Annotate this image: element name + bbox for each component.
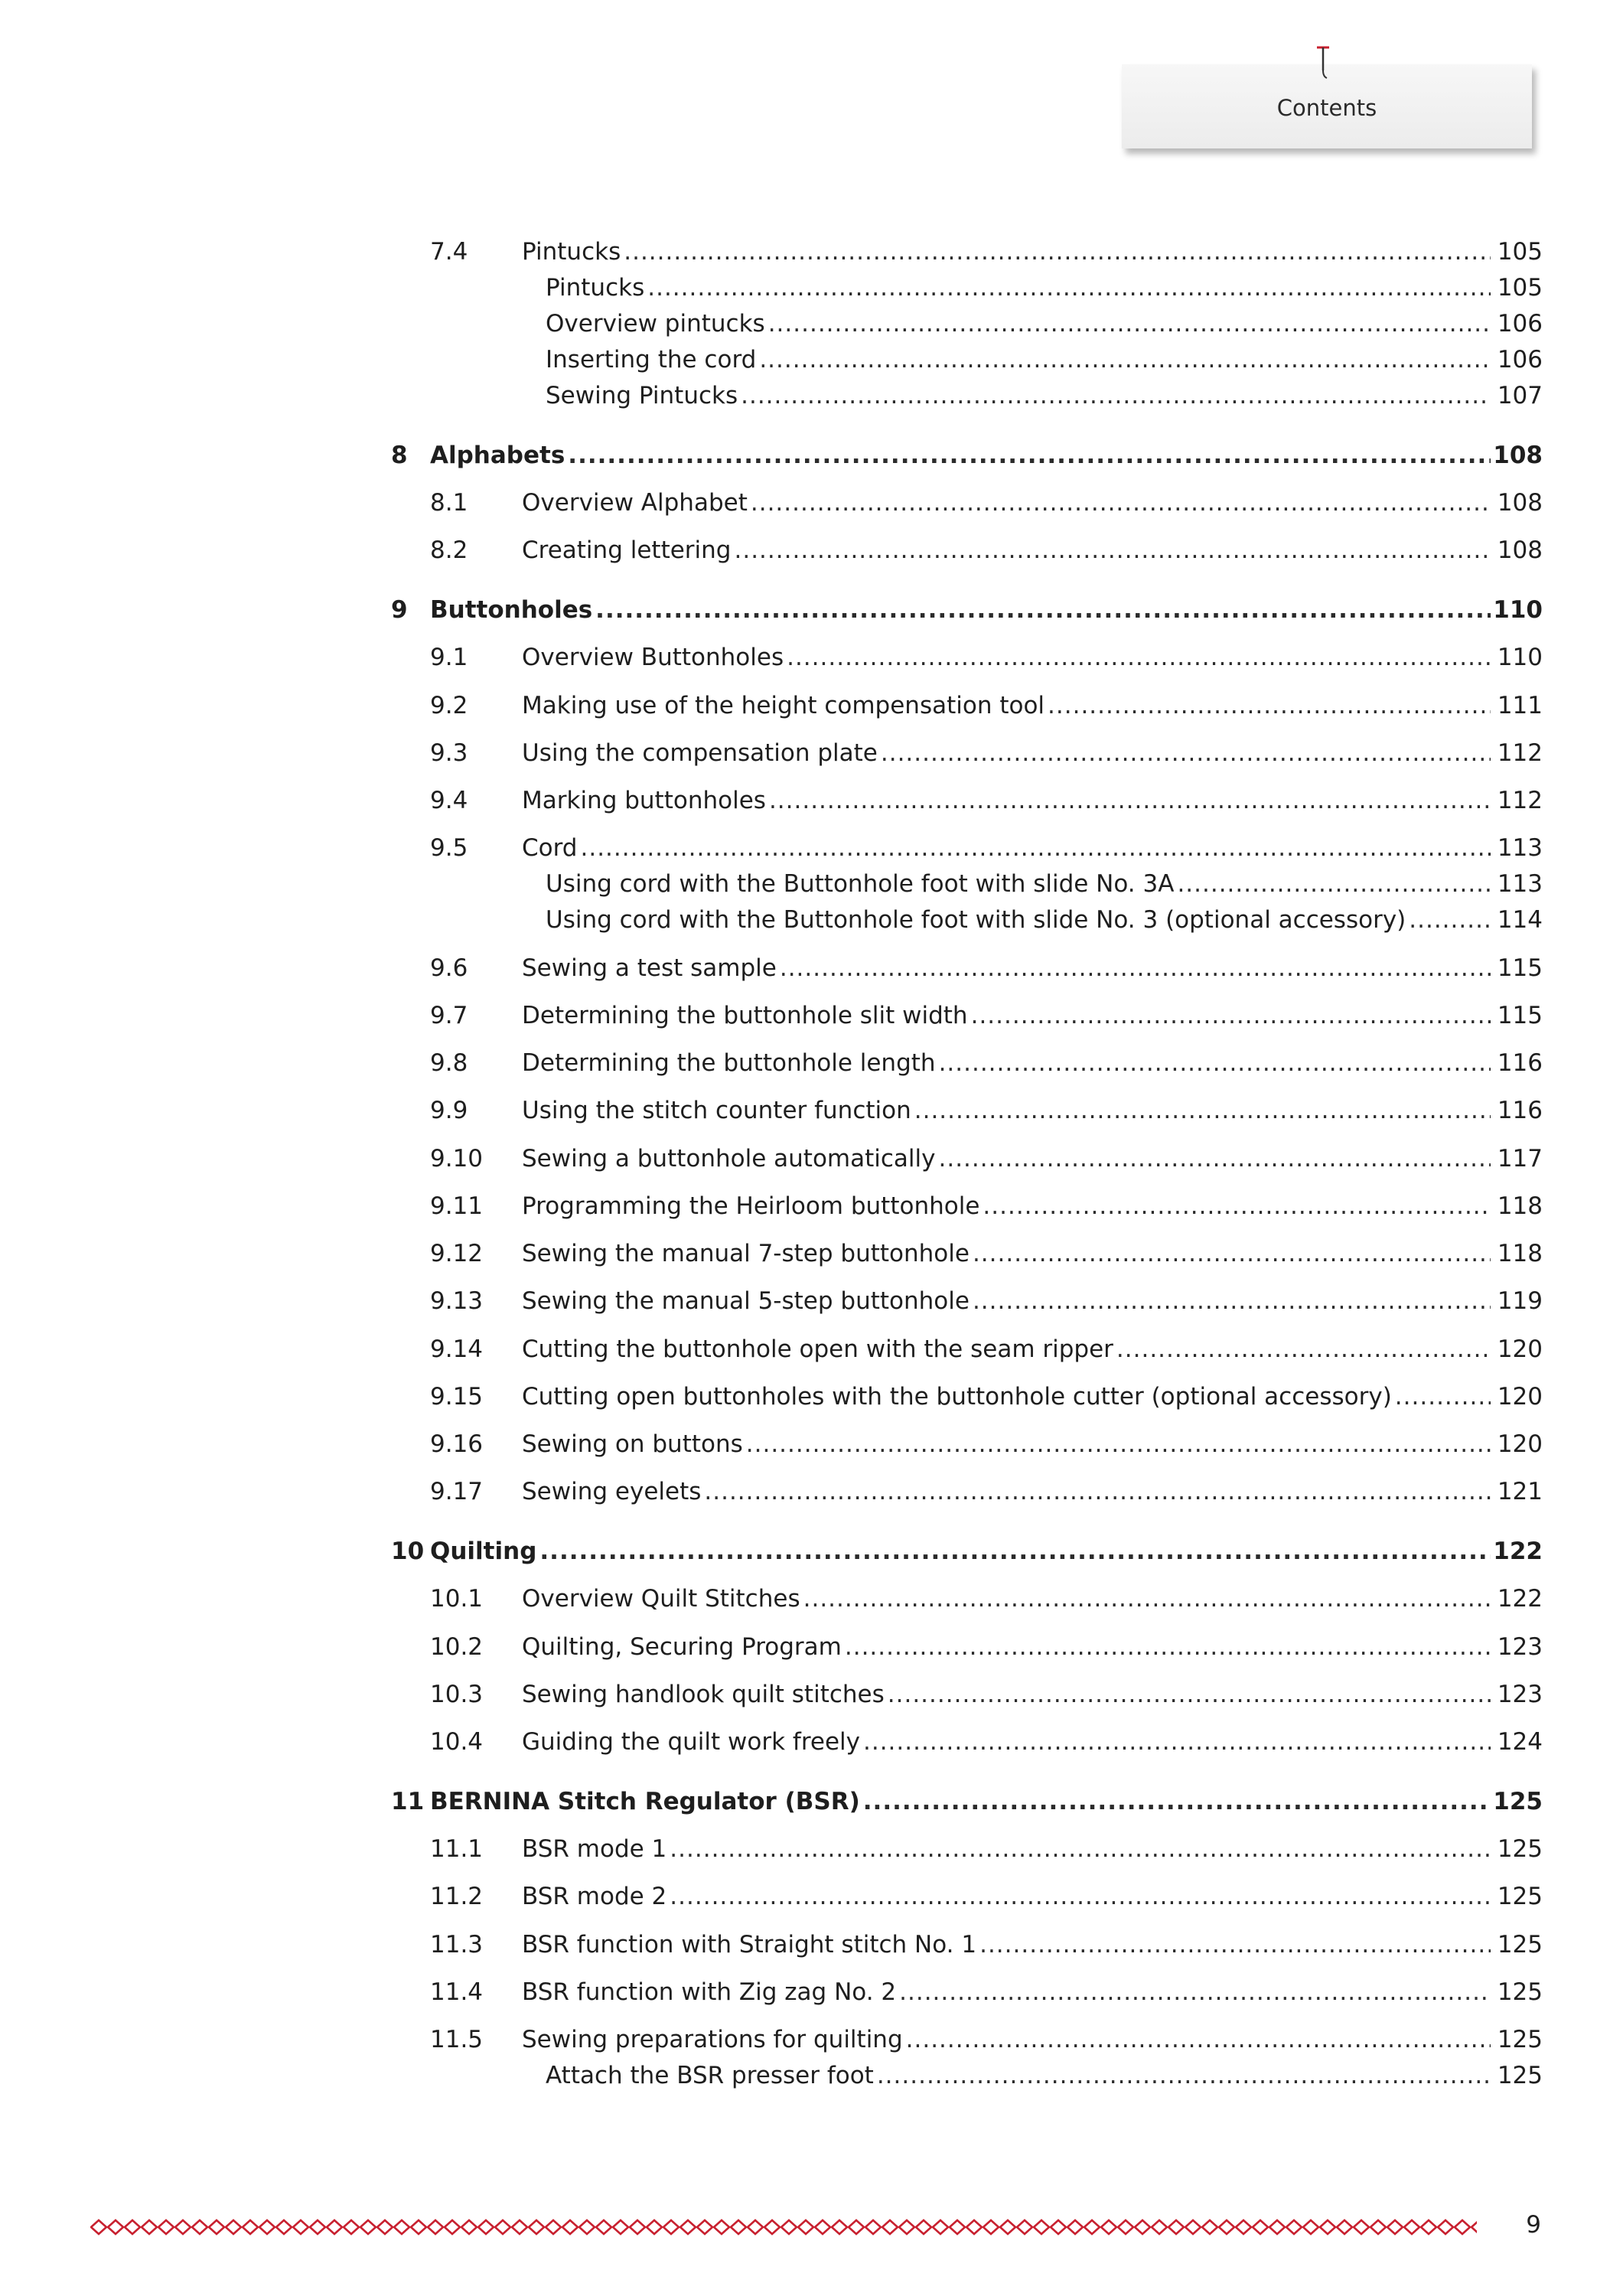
toc-dot-leader: [970, 1283, 1491, 1319]
toc-entry[interactable]: [0, 1533, 1623, 1570]
toc-entry-number: 9: [391, 596, 408, 624]
toc-entry-title: Overview Quilt Stitches: [522, 1585, 800, 1613]
toc-entry-title: Sewing a buttonhole automatically: [522, 1145, 936, 1172]
toc-entry-title-wrap: [522, 233, 1491, 270]
toc-entry-title: Sewing eyelets: [522, 1478, 702, 1505]
toc-entry-number: 11.4: [430, 1978, 484, 2006]
toc-entry-title-wrap: [522, 639, 1491, 676]
toc-dot-leader: [784, 639, 1491, 676]
toc-entry[interactable]: [0, 687, 1623, 724]
toc-entry-title-wrap: [522, 735, 1491, 771]
toc-dot-leader: [911, 1092, 1491, 1129]
toc-entry-title-wrap: [522, 1724, 1491, 1760]
toc-entry[interactable]: [0, 782, 1623, 819]
toc-dot-leader: [1113, 1331, 1491, 1368]
toc-entry-title: Sewing Pintucks: [546, 382, 738, 409]
toc-entry-title-wrap: [522, 484, 1491, 521]
toc-entry-title-wrap: [430, 437, 1491, 474]
toc-dot-leader: [756, 341, 1491, 378]
toc-entry-title: Pintucks: [522, 238, 621, 266]
toc-dot-leader: [765, 305, 1491, 342]
toc-entry-number: 11.1: [430, 1835, 484, 1863]
toc-entry-page: 115: [1497, 1002, 1543, 1029]
toc-entry[interactable]: [0, 532, 1623, 569]
toc-entry-number: 9.15: [430, 1383, 484, 1411]
toc-entry-title-wrap: [522, 1580, 1491, 1617]
toc-entry-title-wrap: [522, 1926, 1491, 1963]
toc-entry-page: 106: [1497, 346, 1543, 373]
toc-entry-title-wrap: [522, 1878, 1491, 1915]
toc-entry-title: Sewing the manual 5-step buttonhole: [522, 1287, 970, 1315]
toc-entry-page: 112: [1497, 787, 1543, 814]
toc-entry-title: Determining the buttonhole length: [522, 1049, 936, 1077]
toc-entry[interactable]: [0, 1188, 1623, 1225]
toc-dot-leader: [592, 592, 1491, 628]
toc-entry-number: 8.1: [430, 489, 468, 517]
toc-entry-page: 124: [1497, 1728, 1543, 1756]
toc-entry-number: 9.9: [430, 1097, 468, 1124]
toc-entry-title: Attach the BSR presser foot: [546, 2062, 874, 2089]
toc-entry-title: Using the compensation plate: [522, 739, 878, 767]
toc-entry[interactable]: [0, 437, 1623, 474]
toc-entry-page: 108: [1497, 536, 1543, 564]
toc-dot-leader: [738, 377, 1491, 414]
toc-dot-leader: [766, 782, 1491, 819]
toc-entry-number: 8: [391, 442, 408, 469]
toc-dot-leader: [1406, 902, 1491, 938]
toc-entry-page: 125: [1493, 1788, 1543, 1815]
toc-entry-page: 123: [1497, 1681, 1543, 1708]
toc-entry-page: 113: [1497, 870, 1543, 898]
toc-entry-page: 112: [1497, 739, 1543, 767]
toc-dot-leader: [777, 950, 1491, 987]
toc-entry-page: 107: [1497, 382, 1543, 409]
toc-entry-title: Sewing handlook quilt stitches: [522, 1681, 885, 1708]
toc-entry[interactable]: [0, 1926, 1623, 1963]
toc-entry-title: BSR mode 1: [522, 1835, 667, 1863]
toc-entry-page: 105: [1497, 274, 1543, 302]
toc-entry-title-wrap: [546, 341, 1491, 378]
toc-entry-number: 9.16: [430, 1430, 484, 1458]
toc-entry-page: 120: [1497, 1430, 1543, 1458]
toc-entry-title: Sewing a test sample: [522, 954, 777, 982]
toc-dot-leader: [860, 1724, 1491, 1760]
toc-entry[interactable]: [0, 1676, 1623, 1713]
toc-entry[interactable]: [0, 866, 1623, 902]
toc-entry-number: 7.4: [430, 238, 468, 266]
toc-entry[interactable]: [0, 1629, 1623, 1665]
toc-entry-page: 118: [1497, 1192, 1543, 1220]
toc-dot-leader: [565, 437, 1491, 474]
toc-entry-page: 120: [1497, 1383, 1543, 1411]
toc-entry-page: 125: [1497, 2062, 1543, 2089]
toc-entry-page: 125: [1497, 1835, 1543, 1863]
toc-dot-leader: [666, 1878, 1491, 1915]
toc-entry-title-wrap: [522, 830, 1491, 866]
toc-entry[interactable]: [0, 902, 1623, 938]
toc-dot-leader: [903, 2021, 1491, 2058]
toc-dot-leader: [1045, 687, 1491, 724]
toc-entry[interactable]: [0, 1378, 1623, 1415]
stitch-ornament: [90, 2217, 1477, 2237]
toc-entry-number: 11.2: [430, 1883, 484, 1910]
toc-entry-title-wrap: [546, 377, 1491, 414]
toc-entry-page: 125: [1497, 1978, 1543, 2006]
toc-entry[interactable]: [0, 997, 1623, 1034]
toc-entry-title: Cutting the buttonhole open with the seam ripper: [522, 1336, 1113, 1363]
toc-entry-title: Inserting the cord: [546, 346, 757, 373]
toc-dot-leader: [936, 1140, 1491, 1177]
toc-entry-number: 10: [391, 1538, 425, 1565]
toc-entry-page: 118: [1497, 1240, 1543, 1267]
toc-entry-number: 9.3: [430, 739, 468, 767]
toc-entry[interactable]: [0, 1878, 1623, 1915]
toc-dot-leader: [878, 735, 1491, 771]
toc-entry-page: 125: [1497, 1931, 1543, 1958]
toc-dot-leader: [748, 484, 1491, 521]
toc-entry[interactable]: [0, 1283, 1623, 1319]
toc-dot-leader: [979, 1188, 1491, 1225]
toc-entry-title-wrap: [546, 902, 1491, 938]
toc-entry-title-wrap: [522, 1378, 1491, 1415]
toc-dot-leader: [800, 1580, 1491, 1617]
toc-dot-leader: [578, 830, 1491, 866]
toc-entry-number: 10.3: [430, 1681, 484, 1708]
toc-entry[interactable]: [0, 269, 1623, 306]
toc-entry[interactable]: [0, 1331, 1623, 1368]
toc-entry-number: 9.14: [430, 1336, 484, 1363]
toc-entry-title: Pintucks: [546, 274, 645, 302]
toc-entry-title-wrap: [430, 592, 1491, 628]
toc-entry[interactable]: [0, 592, 1623, 628]
toc-dot-leader: [731, 532, 1491, 569]
toc-entry[interactable]: [0, 639, 1623, 676]
toc-entry-number: 9.5: [430, 834, 468, 862]
toc-entry[interactable]: [0, 484, 1623, 521]
toc-entry[interactable]: [0, 1580, 1623, 1617]
toc-entry-number: 9.8: [430, 1049, 468, 1077]
toc-entry-title: Programming the Heirloom buttonhole: [522, 1192, 980, 1220]
toc-entry[interactable]: [0, 1140, 1623, 1177]
toc-entry-number: 9.2: [430, 692, 468, 719]
toc-entry-title-wrap: [546, 269, 1491, 306]
toc-dot-leader: [701, 1473, 1491, 1510]
toc-dot-leader: [1392, 1378, 1491, 1415]
toc-entry-number: 9.12: [430, 1240, 484, 1267]
toc-entry-title: Making use of the height compensation tool: [522, 692, 1045, 719]
toc-dot-leader: [1174, 866, 1491, 902]
toc-entry-number: 11.5: [430, 2026, 484, 2053]
toc-entry-title: Sewing the manual 7-step buttonhole: [522, 1240, 970, 1267]
toc-entry[interactable]: [0, 1045, 1623, 1081]
toc-entry-page: 121: [1497, 1478, 1543, 1505]
toc-entry-title: Using the stitch counter function: [522, 1097, 911, 1124]
toc-entry-title-wrap: [522, 532, 1491, 569]
toc-entry[interactable]: [0, 2021, 1623, 2058]
toc-dot-leader: [874, 2057, 1491, 2094]
toc-entry-title-wrap: [522, 1426, 1491, 1463]
toc-entry-page: 123: [1497, 1633, 1543, 1661]
toc-entry-page: 105: [1497, 238, 1543, 266]
toc-entry-title-wrap: [522, 997, 1491, 1034]
toc-dot-leader: [621, 233, 1491, 270]
toc-entry-title: BSR function with Straight stitch No. 1: [522, 1931, 977, 1958]
toc-dot-leader: [885, 1676, 1491, 1713]
toc-entry-number: 9.1: [430, 644, 468, 671]
toc-entry-title-wrap: [522, 1331, 1491, 1368]
toc-entry-number: 9.4: [430, 787, 468, 814]
toc-entry[interactable]: [0, 1426, 1623, 1463]
toc-entry-title-wrap: [430, 1783, 1491, 1820]
toc-entry-title-wrap: [522, 1140, 1491, 1177]
toc-entry[interactable]: [0, 1092, 1623, 1129]
toc-entry-title-wrap: [522, 1974, 1491, 2011]
toc-entry-title: Sewing on buttons: [522, 1430, 743, 1458]
toc-entry-number: 9.13: [430, 1287, 484, 1315]
toc-entry-number: 10.1: [430, 1585, 484, 1613]
toc-entry-page: 110: [1497, 644, 1543, 671]
toc-entry-page: 114: [1497, 906, 1543, 934]
toc-entry-title-wrap: [522, 2021, 1491, 2058]
toc-entry-title: Overview Buttonholes: [522, 644, 784, 671]
toc-entry-title-wrap: [522, 782, 1491, 819]
toc-entry-page: 110: [1493, 596, 1543, 624]
header-tab-label: Contents: [1276, 95, 1377, 121]
toc-entry-title-wrap: [522, 950, 1491, 987]
toc-entry-title-wrap: [430, 1533, 1491, 1570]
toc-dot-leader: [842, 1629, 1491, 1665]
toc-entry-title: Buttonholes: [430, 596, 593, 624]
toc-entry-number: 9.11: [430, 1192, 484, 1220]
toc-dot-leader: [896, 1974, 1491, 2011]
toc-entry-page: 120: [1497, 1336, 1543, 1363]
toc-entry-title-wrap: [522, 1831, 1491, 1867]
toc-entry[interactable]: [0, 950, 1623, 987]
toc-entry[interactable]: [0, 2057, 1623, 2094]
toc-entry-page: 108: [1497, 489, 1543, 517]
toc-entry-title: Using cord with the Buttonhole foot with slide No. 3 (optional accessory): [546, 906, 1406, 934]
toc-dot-leader: [536, 1533, 1491, 1570]
toc-entry-title: Marking buttonholes: [522, 787, 766, 814]
toc-entry-number: 9.17: [430, 1478, 484, 1505]
toc-entry-title-wrap: [546, 2057, 1491, 2094]
toc-entry-title: Alphabets: [430, 442, 565, 469]
toc-entry[interactable]: [0, 1831, 1623, 1867]
toc-entry-page: 125: [1497, 2026, 1543, 2053]
toc-entry-title: Cord: [522, 834, 578, 862]
toc-entry-number: 11: [391, 1788, 425, 1815]
toc-entry-title-wrap: [522, 687, 1491, 724]
toc-dot-leader: [743, 1426, 1491, 1463]
toc-entry-title: BSR mode 2: [522, 1883, 667, 1910]
toc-entry[interactable]: [0, 1473, 1623, 1510]
toc-dot-leader: [666, 1831, 1491, 1867]
toc-entry-title-wrap: [522, 1676, 1491, 1713]
toc-entry-title: Determining the buttonhole slit width: [522, 1002, 968, 1029]
toc-entry[interactable]: [0, 1783, 1623, 1820]
toc-entry-page: 108: [1493, 442, 1543, 469]
toc-entry-title-wrap: [522, 1629, 1491, 1665]
toc-dot-leader: [970, 1235, 1491, 1272]
toc-entry-title-wrap: [522, 1473, 1491, 1510]
toc-dot-leader: [860, 1783, 1491, 1820]
toc-entry-number: 9.6: [430, 954, 468, 982]
toc-entry-title: Guiding the quilt work freely: [522, 1728, 860, 1756]
toc-entry-page: 116: [1497, 1097, 1543, 1124]
toc-dot-leader: [968, 997, 1491, 1034]
toc-entry-page: 111: [1497, 692, 1543, 719]
toc-entry[interactable]: [0, 1235, 1623, 1272]
toc-dot-leader: [644, 269, 1491, 306]
toc-entry-title: Overview pintucks: [546, 310, 765, 338]
toc-entry-page: 113: [1497, 834, 1543, 862]
toc-entry-title: BSR function with Zig zag No. 2: [522, 1978, 897, 2006]
toc-entry-title-wrap: [522, 1235, 1491, 1272]
toc-entry-number: 9.10: [430, 1145, 484, 1172]
toc-entry-title: Overview Alphabet: [522, 489, 748, 517]
toc-entry-page: 125: [1497, 1883, 1543, 1910]
toc-entry-number: 8.2: [430, 536, 468, 564]
toc-entry[interactable]: [0, 1724, 1623, 1760]
toc-entry-title-wrap: [522, 1092, 1491, 1129]
toc-entry-title: Quilting: [430, 1538, 537, 1565]
toc-entry-page: 116: [1497, 1049, 1543, 1077]
toc-entry-title: BERNINA Stitch Regulator (BSR): [430, 1788, 860, 1815]
toc-entry-page: 122: [1497, 1585, 1543, 1613]
toc-entry-number: 10.4: [430, 1728, 484, 1756]
toc-entry-page: 115: [1497, 954, 1543, 982]
sewing-needle-icon: [1314, 43, 1332, 81]
toc-entry[interactable]: [0, 341, 1623, 378]
toc-entry-number: 10.2: [430, 1633, 484, 1661]
toc-entry-number: 9.7: [430, 1002, 468, 1029]
toc-entry[interactable]: [0, 830, 1623, 866]
toc-entry-page: 117: [1497, 1145, 1543, 1172]
toc-entry-title: Using cord with the Buttonhole foot with slide No. 3A: [546, 870, 1175, 898]
toc-entry-title-wrap: [522, 1045, 1491, 1081]
toc-entry-title: Creating lettering: [522, 536, 732, 564]
toc-entry[interactable]: [0, 233, 1623, 270]
toc-entry[interactable]: [0, 1974, 1623, 2011]
toc-entry-title: Cutting open buttonholes with the buttonhole cutter (optional accessory): [522, 1383, 1392, 1411]
toc-entry-title-wrap: [522, 1188, 1491, 1225]
toc-entry-title: Sewing preparations for quilting: [522, 2026, 903, 2053]
page-number: 9: [1526, 2211, 1541, 2239]
toc-entry[interactable]: [0, 377, 1623, 414]
toc-entry-page: 119: [1497, 1287, 1543, 1315]
toc-entry[interactable]: [0, 735, 1623, 771]
toc-entry[interactable]: [0, 305, 1623, 342]
toc-entry-title-wrap: [546, 305, 1491, 342]
toc-dot-leader: [976, 1926, 1491, 1963]
toc-entry-title-wrap: [546, 866, 1491, 902]
toc-entry-page: 106: [1497, 310, 1543, 338]
toc-entry-title: Quilting, Securing Program: [522, 1633, 842, 1661]
toc-entry-title-wrap: [522, 1283, 1491, 1319]
toc-dot-leader: [936, 1045, 1491, 1081]
toc-entry-page: 122: [1493, 1538, 1543, 1565]
toc-entry-number: 11.3: [430, 1931, 484, 1958]
